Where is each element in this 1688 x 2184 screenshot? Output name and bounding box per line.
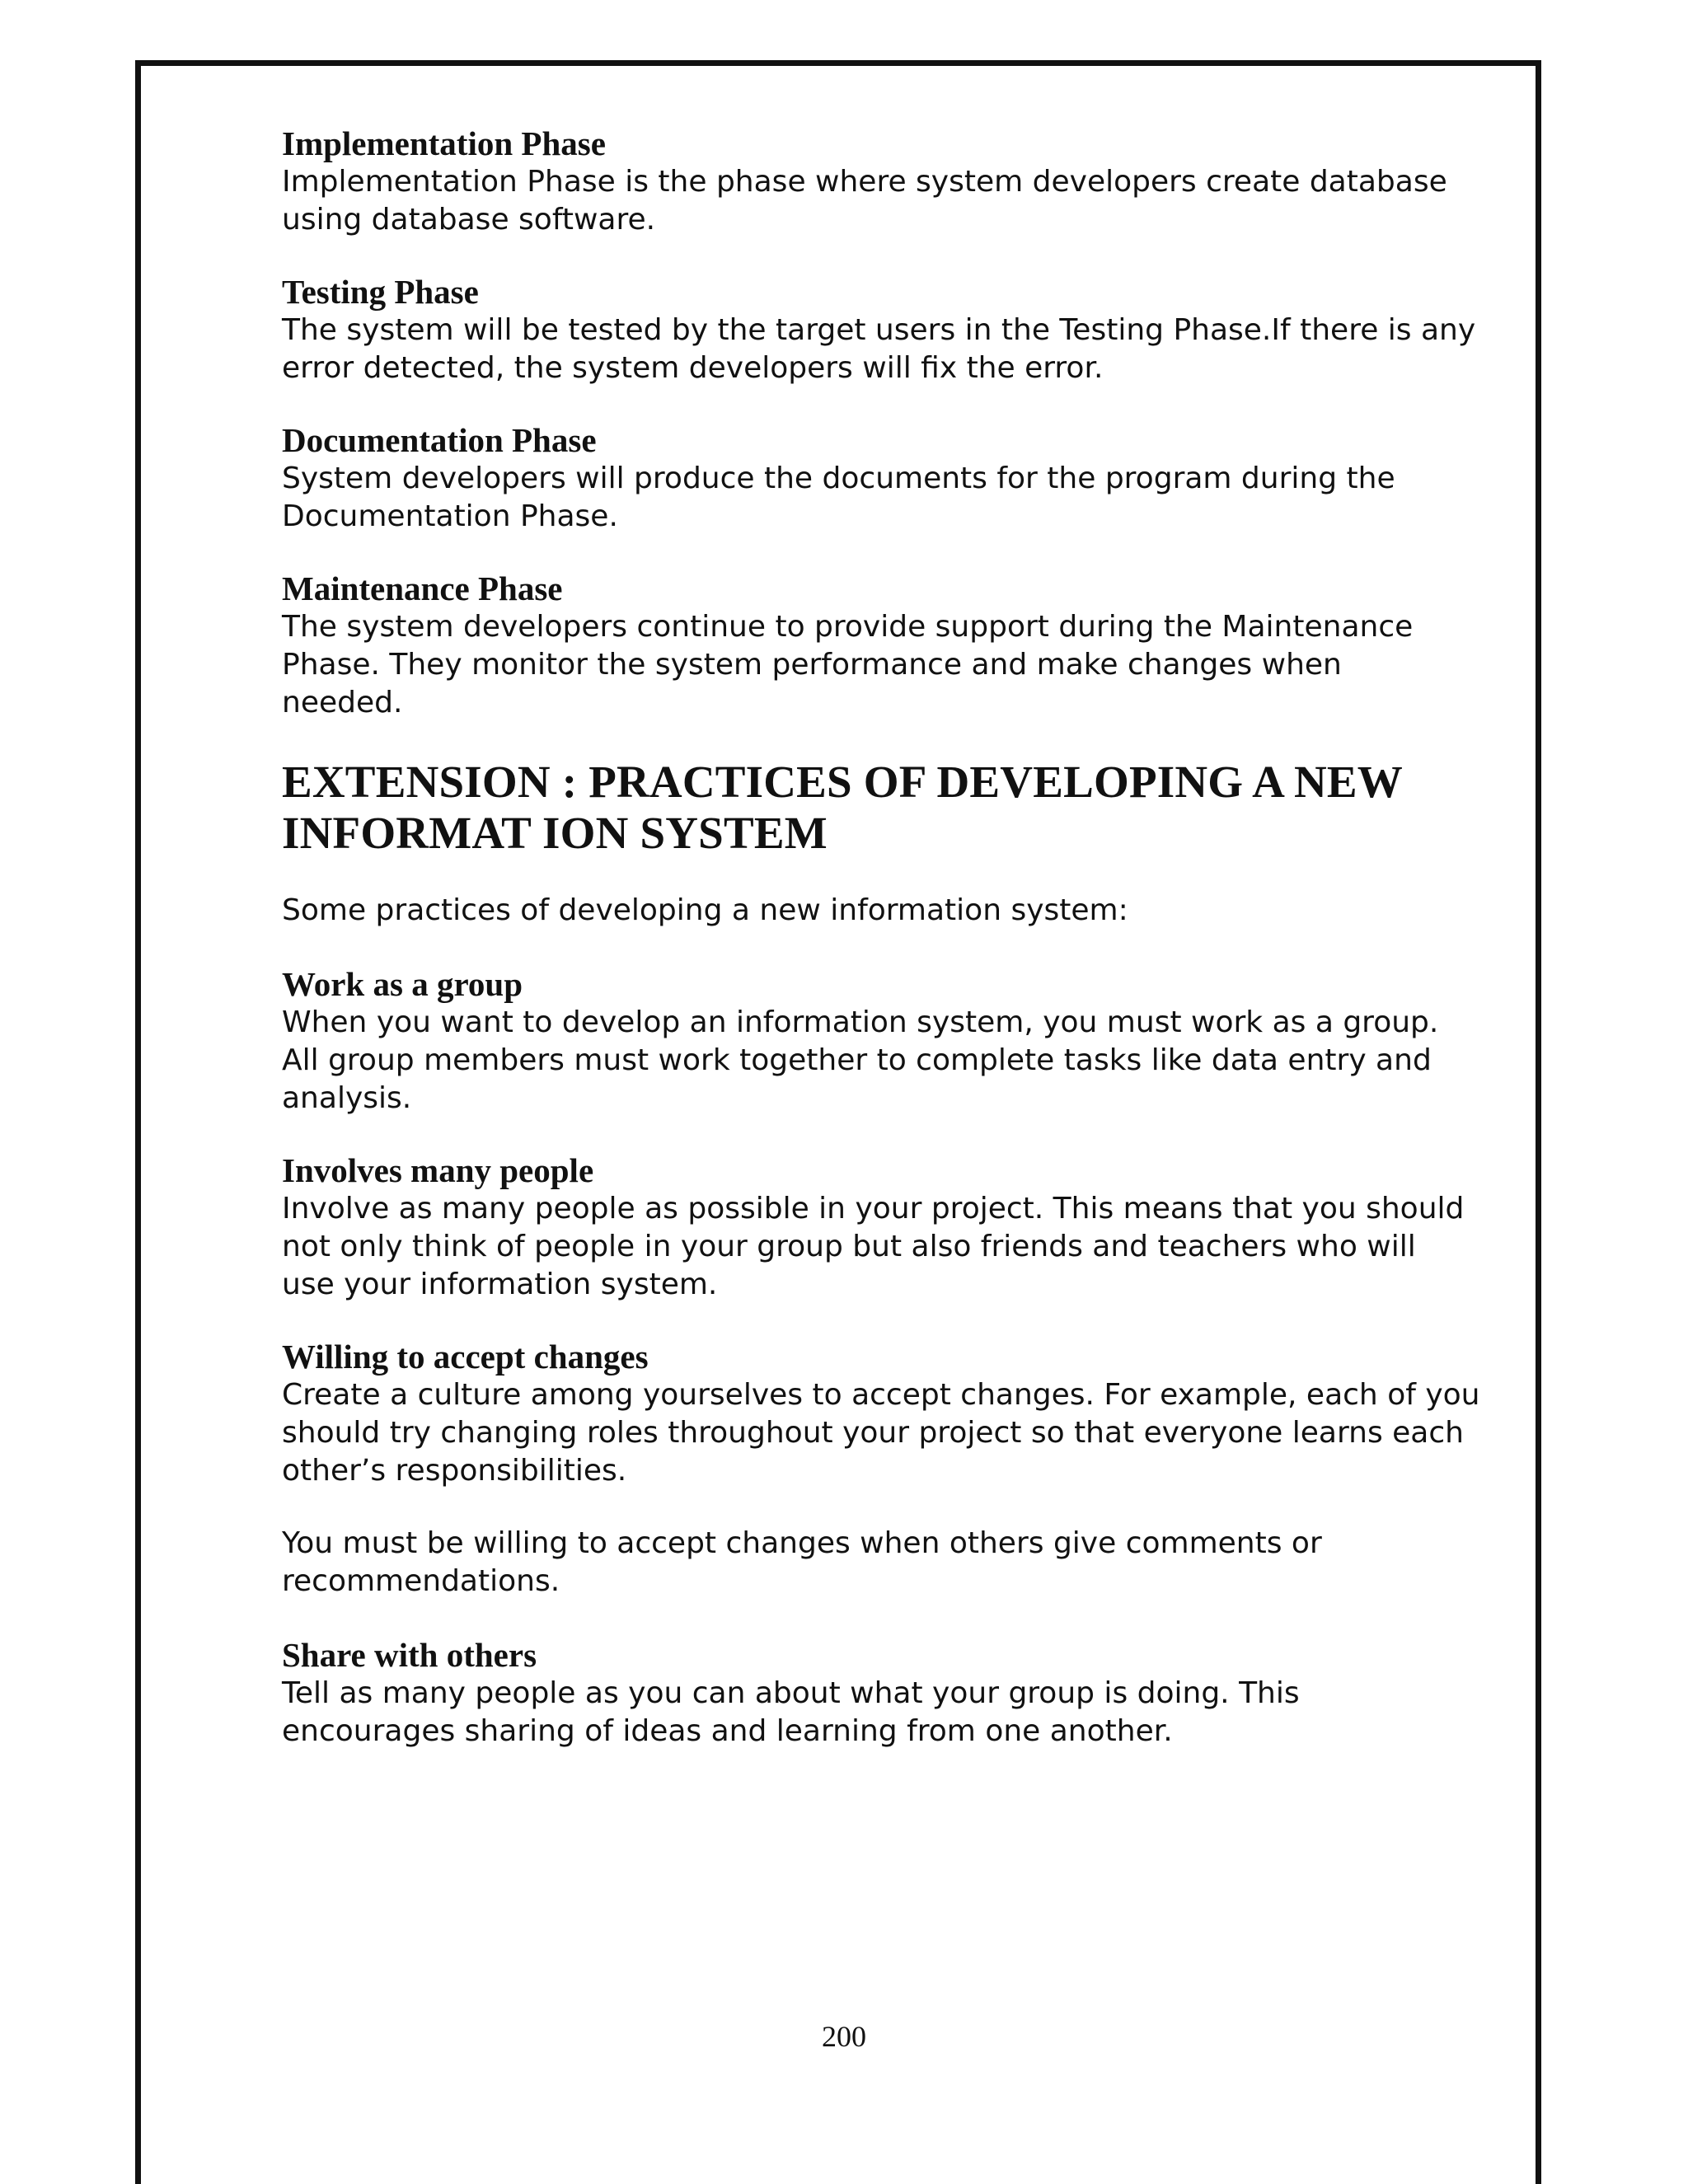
page-number: 200 bbox=[822, 2020, 866, 2053]
practice-text: When you want to develop an information system, you must work as a group. All group members must work together to complete tasks like data entry and analysis. bbox=[282, 1005, 1439, 1115]
documentation-section bbox=[282, 420, 1502, 536]
practice-text: Involve as many people as possible in your project. This means that you should not only think of people in your group but also friends and teachers who will use your information system. bbox=[282, 1192, 1465, 1301]
testing-section bbox=[282, 272, 1502, 387]
extension-title-line2: INFORMAT ION SYSTEM bbox=[282, 808, 828, 858]
extension-title-line1: EXTENSION : PRACTICES OF DEVELOPING A NEW bbox=[282, 757, 1403, 807]
practice-heading: Work as a group bbox=[282, 965, 523, 1003]
maintenance-section bbox=[282, 569, 1502, 722]
practice-heading: Share with others bbox=[282, 1636, 537, 1674]
extension-intro: Some practices of developing a new information system: bbox=[282, 893, 1128, 927]
practice-text: Create a culture among yourselves to accept changes. For example, each of you should try changing roles throughout your project so that everyone learns each other’s responsibilities. bbox=[282, 1378, 1480, 1488]
section-heading: Documentation Phase bbox=[282, 421, 597, 459]
extension-section bbox=[282, 757, 1502, 930]
section-text: The system will be tested by the target users in the Testing Phase.If there is any error detected, the system developers will fix the error. bbox=[282, 313, 1476, 385]
practice-involves-people bbox=[282, 1151, 1502, 1304]
practice-heading: Involves many people bbox=[282, 1151, 594, 1189]
page-content bbox=[282, 124, 1502, 1750]
practice-accept-changes bbox=[282, 1337, 1502, 1601]
practice-text-2: You must be willing to accept changes when others give comments or recommendations. bbox=[282, 1526, 1322, 1598]
section-heading: Implementation Phase bbox=[282, 124, 606, 162]
practice-heading: Willing to accept changes bbox=[282, 1338, 649, 1376]
section-text: System developers will produce the documents for the program during the Documentation Phase. bbox=[282, 462, 1395, 533]
implementation-section bbox=[282, 124, 1502, 239]
section-text: The system developers continue to provide support during the Maintenance Phase. They monitor the system performance and make changes when needed. bbox=[282, 610, 1414, 719]
practice-text: Tell as many people as you can about what your group is doing. This encourages sharing of ideas and learning from one another. bbox=[282, 1676, 1300, 1748]
section-heading: Maintenance Phase bbox=[282, 569, 563, 607]
practice-work-as-group bbox=[282, 964, 1502, 1118]
practice-share bbox=[282, 1635, 1502, 1750]
section-text: Implementation Phase is the phase where system developers create database using database software. bbox=[282, 165, 1447, 237]
section-heading: Testing Phase bbox=[282, 273, 479, 311]
